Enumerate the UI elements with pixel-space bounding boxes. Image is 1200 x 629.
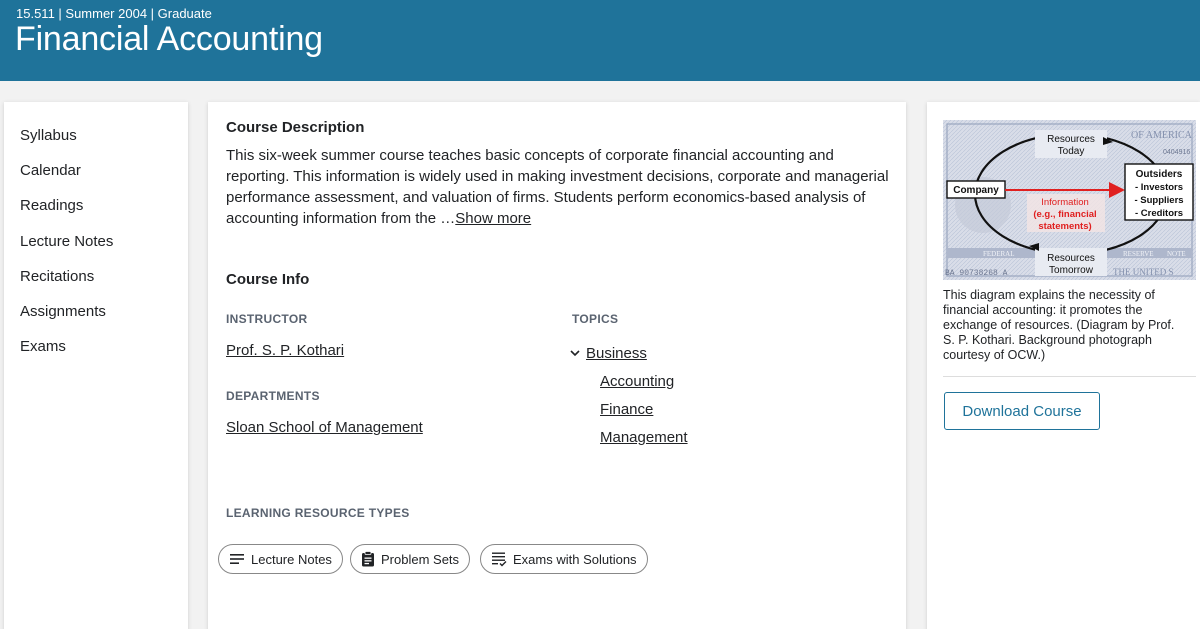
lines-icon — [229, 552, 245, 566]
nav-item-lecture-notes[interactable]: Lecture Notes — [20, 232, 114, 250]
bill-text: NOTE — [1167, 250, 1186, 258]
diagram-label: Tomorrow — [1049, 265, 1093, 276]
checklist-icon — [491, 551, 507, 567]
diagram-label: statements) — [1038, 221, 1092, 232]
nav-item-recitations[interactable]: Recitations — [20, 267, 95, 285]
diagram-label: Resources — [1047, 253, 1095, 264]
diagram-label: Today — [1057, 146, 1085, 157]
diagram-label: Company — [953, 185, 999, 196]
resource-label: Problem Sets — [381, 551, 460, 567]
course-aside — [927, 102, 1200, 629]
clipboard-icon — [361, 551, 375, 567]
bill-text: RESERVE — [1123, 250, 1154, 258]
description-text: This six-week summer course teaches basic concepts of corporate financial accounting and reporting. This information is widely used in making investment decisions, corporate and managerial performance assessment, and valuation of firms. Students perform economics-based analysis of accounting information from the … — [226, 147, 889, 227]
nav-item-assignments[interactable]: Assignments — [20, 302, 106, 320]
instructor-label: INSTRUCTOR — [226, 312, 308, 326]
course-meta: 15.511 | Summer 2004 | Graduate — [16, 6, 212, 21]
resource-types-label: LEARNING RESOURCE TYPES — [226, 506, 410, 520]
diagram-caption: This diagram explains the necessity of financial accounting: it promotes the exchange of resources. (Diagram by Prof. S. P. Kothari. Background photograph courtesy of OCW.) — [943, 288, 1175, 362]
course-description — [226, 145, 896, 229]
diagram-label: Information — [1041, 197, 1089, 208]
bill-text: FEDERAL — [983, 250, 1015, 258]
topics-label: TOPICS — [572, 312, 619, 326]
resource-label: Exams with Solutions — [513, 551, 637, 567]
diagram-label: (e.g., financial — [1033, 209, 1097, 220]
bill-text: OF AMERICA — [1131, 130, 1192, 141]
diagram-label: Resources — [1047, 134, 1095, 145]
course-nav — [4, 102, 188, 629]
divider — [943, 376, 1196, 377]
course-title: Financial Accounting — [15, 20, 323, 58]
topic-management[interactable]: Management — [600, 429, 688, 446]
topic-accounting[interactable]: Accounting — [600, 373, 675, 390]
nav-item-exams[interactable]: Exams — [20, 338, 66, 356]
bill-serial: 0404916 — [1163, 149, 1191, 156]
bill-serial: BA 90738268 A — [945, 269, 1008, 278]
course-header — [0, 0, 1200, 81]
topic-business[interactable]: Business — [586, 345, 647, 362]
course-diagram-image — [943, 120, 1196, 280]
download-course-button[interactable]: Download Course — [944, 392, 1100, 430]
resource-lecture-notes[interactable] — [218, 544, 343, 574]
diagram-label: Outsiders — [1135, 169, 1183, 180]
bill-text: THE UNITED S — [1113, 267, 1174, 277]
diagram-label: - Investors — [1134, 182, 1184, 193]
resource-exams-with-solutions[interactable] — [480, 544, 648, 574]
diagram-label: - Creditors — [1134, 208, 1184, 219]
main-content — [208, 102, 906, 629]
nav-item-calendar[interactable]: Calendar — [20, 162, 81, 180]
show-more-link[interactable]: Show more — [455, 210, 532, 227]
description-heading: Course Description — [226, 119, 365, 136]
resource-label: Lecture Notes — [251, 551, 332, 567]
diagram-label: - Suppliers — [1134, 195, 1184, 206]
chevron-down-icon[interactable] — [569, 347, 581, 359]
department-link[interactable]: Sloan School of Management — [226, 419, 423, 436]
resource-problem-sets[interactable] — [350, 544, 470, 574]
nav-item-readings[interactable]: Readings — [20, 197, 84, 215]
departments-label: DEPARTMENTS — [226, 389, 320, 403]
topic-finance[interactable]: Finance — [600, 401, 654, 418]
course-info-heading: Course Info — [226, 271, 310, 288]
nav-item-syllabus[interactable]: Syllabus — [20, 127, 77, 144]
instructor-link[interactable]: Prof. S. P. Kothari — [226, 342, 345, 359]
